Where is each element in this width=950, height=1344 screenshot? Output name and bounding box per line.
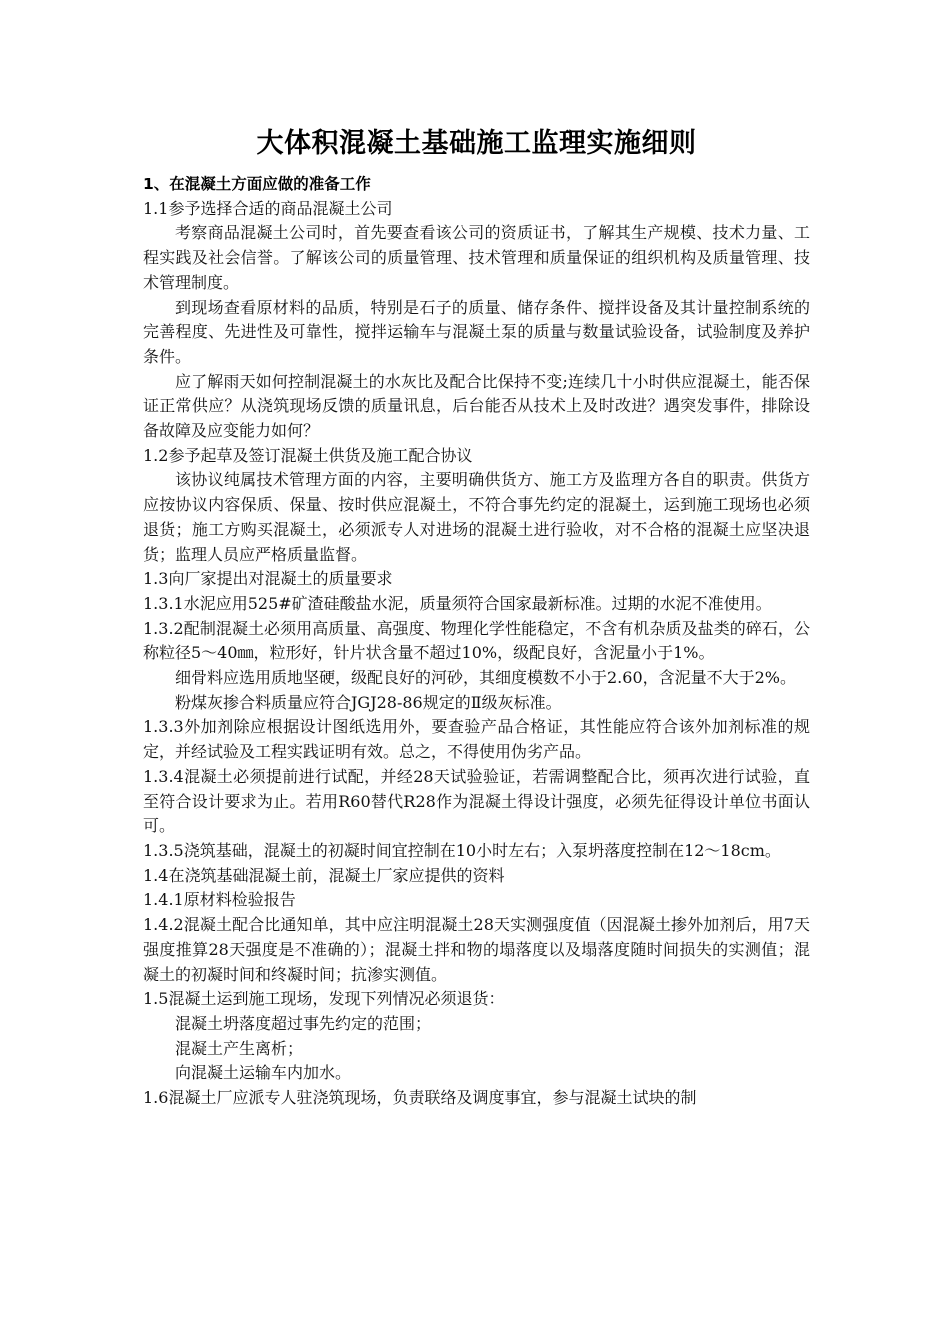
clause-1-4-2: 1.4.2混凝土配合比通知单，其中应注明混凝土28天实测强度值（因混凝土掺外加剂后，用7天强度推算28天强度是不准确的）；混凝土拌和物的塌落度以及塌落度随时间损失的实测值；混凝土的初凝时间和终凝时间；抗渗实测值。 xyxy=(143,915,810,984)
clause-1-4-1: 1.4.1原材料检验报告 xyxy=(143,890,296,910)
clause-1-3-1: 1.3.1水泥应用525#矿渣硅酸盐水泥，质量须符合国家最新标准。过期的水泥不准使用。 xyxy=(143,593,772,613)
paragraph-1-2-a: 该协议纯属技术管理方面的内容，主要明确供货方、施工方及监理方各自的职责。供货方应按协议内容保质、保量、按时供应混凝土，不符合事先约定的混凝土，运到施工现场也必须退货；施工方购买混凝土，必须派专人对进场的混凝土进行验收，对不合格的混凝土应坚决退货；监理人员应严格质量监督。 xyxy=(143,470,810,564)
clause-1-3-5: 1.3.5浇筑基础，混凝土的初凝时间宜控制在10小时左右；入泵坍落度控制在12～18cm。 xyxy=(143,840,781,860)
section-1-heading: 1、在混凝土方面应做的准备工作 xyxy=(143,175,371,193)
clause-1-3-2: 1.3.2配制混凝土必须用高质量、高强度、物理化学性能稳定，不含有机杂质及盐类的碎石，公称粒径5～40㎜，粒形好，针片状含量不超过10%，级配良好，含泥量小于1%。 xyxy=(143,618,810,663)
paragraph-1-1-c: 应了解雨天如何控制混凝土的水灰比及配合比保持不变;连续几十小时供应混凝土，能否保证正常供应？从浇筑现场反馈的质量讯息，后台能否从技术上及时改进？遇突发事件，排除设备故障及应变能力如何？ xyxy=(143,371,810,441)
subsection-1-4-heading: 1.4在浇筑基础混凝土前，混凝土厂家应提供的资料 xyxy=(143,865,505,885)
clause-1-6: 1.6混凝土厂应派专人驻浇筑现场，负责联络及调度事宜，参与混凝土试块的制 xyxy=(143,1088,697,1108)
paragraph-1-3-2-sand: 细骨料应选用质地坚硬，级配良好的河砂，其细度模数不小于2.60，含泥量不大于2%。 xyxy=(175,668,797,688)
paragraph-1-1-a: 考察商品混凝土公司时，首先要查看该公司的资质证书，了解其生产规模、技术力量、工程实践及社会信誉。了解该公司的质量管理、技术管理和质量保证的组织机构及质量管理、技术管理制度。 xyxy=(143,223,810,292)
subsection-1-5-heading: 1.5混凝土运到施工现场，发现下列情况必须退货： xyxy=(143,989,505,1009)
subsection-1-2-heading: 1.2参予起草及签订混凝土供货及施工配合协议 xyxy=(143,445,473,465)
subsection-1-1-heading: 1.1参予选择合适的商品混凝土公司 xyxy=(143,198,393,218)
clause-1-3-4: 1.3.4混凝土必须提前进行试配，并经28天试验验证，若需调整配合比，须再次进行试验，直至符合设计要求为止。若用R60替代R28作为混凝土得设计强度，必须先征得设计单位书面认可。 xyxy=(143,766,810,836)
return-condition-item: 向混凝土运输车内加水。 xyxy=(175,1063,352,1083)
clause-1-3-3: 1.3.3外加剂除应根据设计图纸选用外，要查验产品合格证，其性能应符合该外加剂标准的规定，并经试验及工程实践证明有效。总之，不得使用伪劣产品。 xyxy=(143,717,810,762)
document-body xyxy=(143,124,810,1111)
paragraph-1-3-2-flyash: 粉煤灰掺合料质量应符合JGJ28-86规定的Ⅱ级灰标准。 xyxy=(175,692,562,712)
document-title: 大体积混凝土基础施工监理实施细则 xyxy=(256,128,697,159)
return-condition-item: 混凝土坍落度超过事先约定的范围； xyxy=(175,1013,432,1033)
paragraph-1-1-b: 到现场查看原材料的品质，特别是石子的质量、储存条件、搅拌设备及其计量控制系统的完善程度、先进性及可靠性，搅拌运输车与混凝土泵的质量与数量试验设备，试验制度及养护条件。 xyxy=(143,297,810,366)
subsection-1-3-heading: 1.3向厂家提出对混凝土的质量要求 xyxy=(143,569,393,589)
return-condition-item: 混凝土产生离析； xyxy=(175,1038,304,1058)
